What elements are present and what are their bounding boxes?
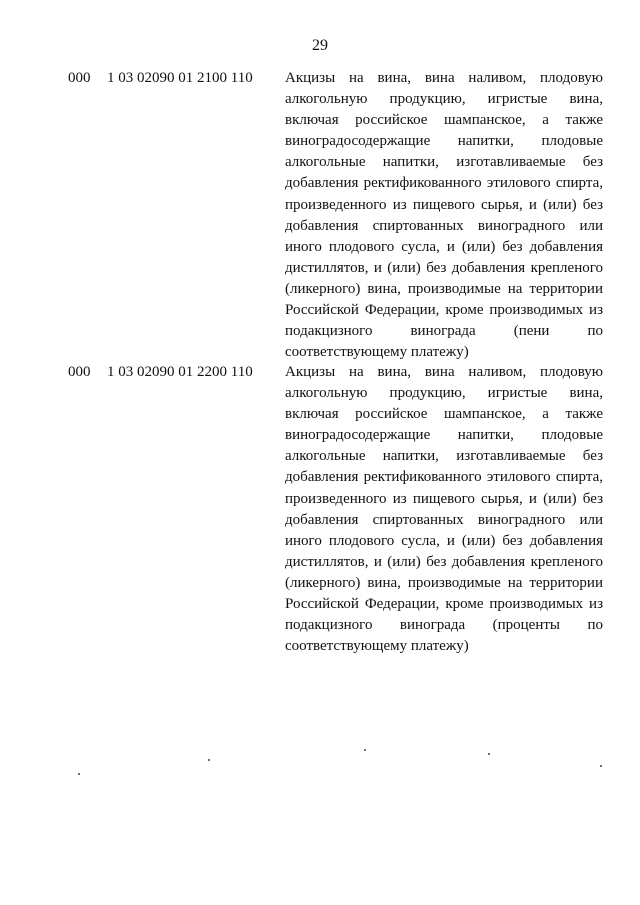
- scan-speck: [488, 753, 490, 755]
- budget-classification-code: 1 03 02090 01 2100 110: [107, 70, 253, 86]
- scan-speck: [600, 765, 602, 767]
- scan-speck: [78, 773, 80, 775]
- entry-description: Акцизы на вина, вина наливом, плодовую алкогольную продукцию, игристые вина, включая российское шампанское, а также виноградосодержащие напитки, плодовые алкогольные напитки, изготавливаемые без добавления ректификованного этилового спирта, произведенного из пищевого сырья, и (или) без добавления спиртованных виноградного или иного плодового сусла, и (или) без добавления дистиллятов, и (или) без добавления крепленого (ликерного) вина, производимые на территории Российской Федерации, кроме производимых из подакцизного винограда (пени по соответствующему платежу): [285, 70, 603, 361]
- scan-speck: [208, 759, 210, 761]
- admin-code: 000: [68, 364, 91, 380]
- budget-classification-code: 1 03 02090 01 2200 110: [107, 364, 253, 380]
- page-number: 29: [312, 37, 328, 54]
- entry-description: Акцизы на вина, вина наливом, плодовую алкогольную продукцию, игристые вина, включая российское шампанское, а также виноградосодержащие напитки, плодовые алкогольные напитки, изготавливаемые без добавления ректификованного этилового спирта, произведенного из пищевого сырья, и (или) без добавления спиртованных виноградного или иного плодового сусла, и (или) без добавления дистиллятов, и (или) без добавления крепленого (ликерного) вина, производимые на территории Российской Федерации, кроме производимых из подакцизного винограда (проценты по соответствующему платежу): [285, 364, 603, 655]
- scan-speck: [364, 749, 366, 751]
- admin-code: 000: [68, 70, 91, 86]
